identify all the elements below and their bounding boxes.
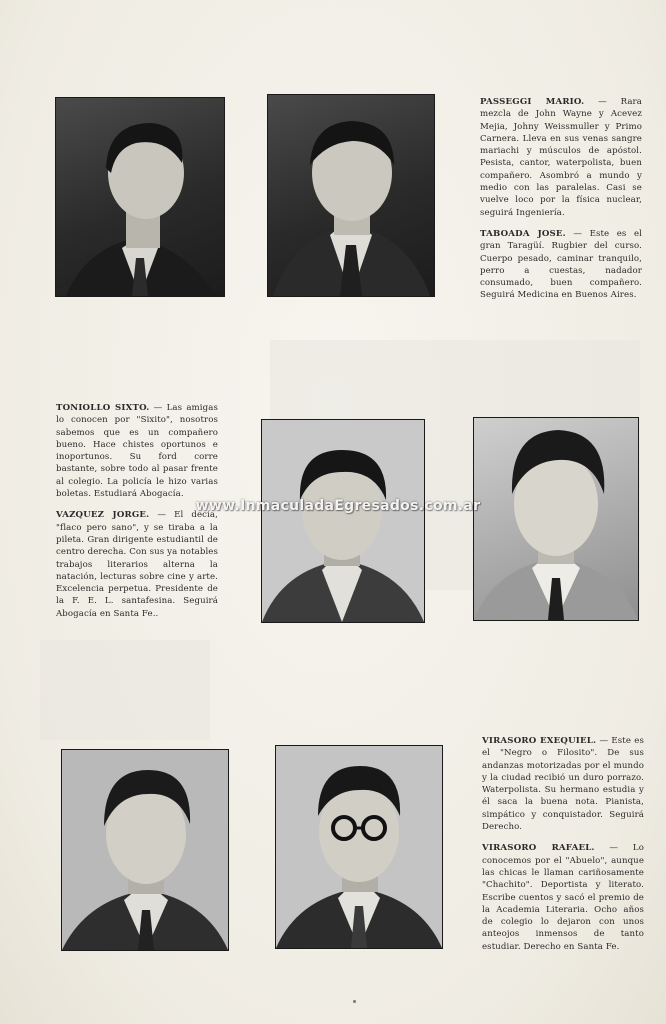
student-name: TONIOLLO SIXTO. xyxy=(56,403,150,413)
bio-passeggi xyxy=(480,96,642,311)
bio-toniollo xyxy=(56,402,218,629)
student-name: VAZQUEZ JORGE. xyxy=(56,510,150,521)
bio-text: — Las amigas lo conocen por "Sixito", nosotros sabemos que es un compañero bueno. Hace chistes oportunos e inoportunos. Su ford corre bastante, sobre todo al pasar frente al colegio. La policía le hizo varias boletas. Estudiará Abogacía. xyxy=(56,403,218,500)
bio-virasoro xyxy=(482,735,644,962)
bio-text: — Este es el gran Taragüí. Rugbier del curso. Cuerpo pesado, caminar tranquilo, perro a cuestas, nadador consumado, buen compañero. Seguirá Medicina en Buenos Aires. xyxy=(480,228,642,301)
student-name: PASSEGGI MARIO. xyxy=(480,97,585,107)
bio-text: — El decía, "flaco pero sano", y se tiraba a la pileta. Gran dirigente estudiantil de centro derecha. Con sus ya notables trabajos literarios alterna la natación, lecturas sobre cine y arte. Excelencia perpetua. Presidente de la F. E. L. santafesina. Seguirá Abogacía en Santa Fe.. xyxy=(56,510,218,619)
bio-text: — Rara mezcla de John Wayne y Acevez Mejia, Johny Weissmuller y Primo Carnera. Lleva en sus venas sangre mariachi y músculos de apóstol. Pesista, cantor, waterpolista, buen compañero. Asombró a mundo y medio con las paralelas. Casi se vuelve loco por la física nuclear, seguirá Ingeniería. xyxy=(480,97,642,218)
portrait-photo xyxy=(262,420,424,622)
paper-speck xyxy=(353,1000,356,1003)
portrait-photo xyxy=(62,750,228,950)
student-name: TABOADA JOSE. xyxy=(480,228,566,239)
student-name: VIRASORO RAFAEL. xyxy=(482,843,595,854)
portrait-photo xyxy=(276,746,442,948)
watermark-text: www.InmaculadaEgresados.com.ar xyxy=(195,498,481,514)
portrait-photo xyxy=(56,98,224,296)
bio-text: — Lo conocemos por el "Abuelo", aunque las chicas le llaman cariñosamente "Chachito". Deportista y literato. Escribe cuentos y sacó el premio de la Academia Literaria. Ocho años de colegio lo dejaron con unos anteojos inmensos de tanto estudiar. Derecho en Santa Fe. xyxy=(482,843,644,952)
bio-text: — Este es el "Negro o Filosito". De sus andanzas motorizadas por el mundo y la ciudad recibió un duro porrazo. Waterpolista. Su hermano estudia y él saca la buena nota. Pianista, simpático y conquistador. Seguirá Derecho. xyxy=(482,736,644,833)
portrait-photo xyxy=(474,418,638,620)
student-name: VIRASORO EXEQUIEL. xyxy=(482,736,597,746)
show-through-block xyxy=(40,640,210,740)
portrait-photo xyxy=(268,95,434,296)
